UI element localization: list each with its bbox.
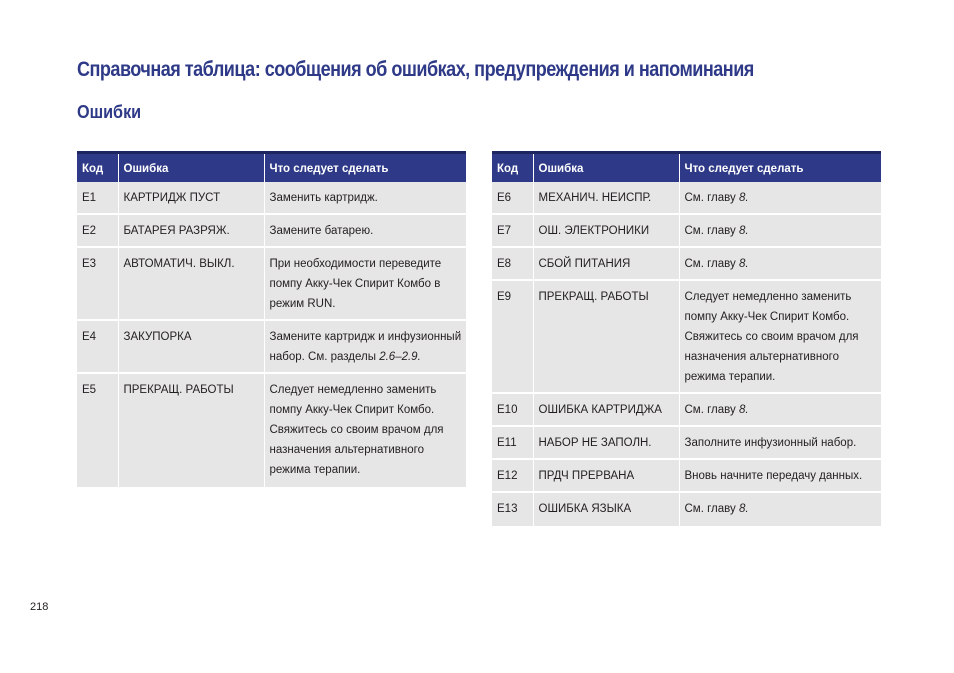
table-row <box>77 373 466 487</box>
error-code: E2 <box>77 214 118 247</box>
error-code: E7 <box>492 214 533 247</box>
header-action: Что следует сделать <box>679 153 881 183</box>
table-row <box>492 393 881 426</box>
table-row <box>492 247 881 280</box>
action-reference: 8. <box>738 503 749 515</box>
section-title: Ошибки <box>77 102 142 122</box>
error-message: ОШИБКА КАРТРИДЖА <box>533 393 679 426</box>
error-action <box>679 393 881 426</box>
action-text: Заполните инфузионный набор. <box>684 437 857 449</box>
error-message: ЗАКУПОРКА <box>118 320 264 373</box>
table-row <box>492 459 881 492</box>
error-action <box>679 214 881 247</box>
error-action <box>264 373 466 487</box>
table-row <box>492 492 881 526</box>
header-error: Ошибка <box>533 153 679 183</box>
error-message: ПРЕКРАЩ. РАБОТЫ <box>118 373 264 487</box>
error-action <box>679 492 881 526</box>
error-action <box>264 214 466 247</box>
table-row <box>492 280 881 393</box>
error-code: E3 <box>77 247 118 320</box>
header-code: Код <box>492 153 533 183</box>
table-header-row <box>492 153 881 183</box>
error-message: АВТОМАТИЧ. ВЫКЛ. <box>118 247 264 320</box>
action-text: См. главу <box>684 404 739 416</box>
table-row <box>492 214 881 247</box>
error-action <box>679 459 881 492</box>
error-message: МЕХАНИЧ. НЕИСПР. <box>533 182 679 214</box>
error-code: E1 <box>77 182 118 214</box>
error-code: E6 <box>492 182 533 214</box>
table-row <box>77 247 466 320</box>
errors-table-left <box>77 151 466 487</box>
errors-table-right <box>492 151 881 526</box>
action-reference: 8. <box>738 258 749 270</box>
error-message: ОШИБКА ЯЗЫКА <box>533 492 679 526</box>
error-message: НАБОР НЕ ЗАПОЛН. <box>533 426 679 459</box>
error-code: E13 <box>492 492 533 526</box>
error-code: E4 <box>77 320 118 373</box>
error-message: СБОЙ ПИТАНИЯ <box>533 247 679 280</box>
action-text: Следует немедленно заменить помпу Акку-Чек Спирит Комбо. Свяжитесь со своим врачом для назначения альтернативного режима терапии. <box>269 384 444 476</box>
action-text: Заменить картридж. <box>269 192 378 204</box>
error-message: ПРЕКРАЩ. РАБОТЫ <box>533 280 679 393</box>
action-reference: 2.6–2.9. <box>379 351 421 363</box>
table-row <box>77 214 466 247</box>
action-text: Замените батарею. <box>269 225 374 237</box>
error-action <box>264 247 466 320</box>
header-code: Код <box>77 153 118 183</box>
action-text: При необходимости переведите помпу Акку-Чек Спирит Комбо в режим RUN. <box>269 258 442 310</box>
action-text: См. главу <box>684 503 739 515</box>
action-reference: 8. <box>738 192 749 204</box>
error-action <box>679 247 881 280</box>
table-row <box>77 182 466 214</box>
error-message: БАТАРЕЯ РАЗРЯЖ. <box>118 214 264 247</box>
action-text: Следует немедленно заменить помпу Акку-Чек Спирит Комбо. Свяжитесь со своим врачом для назначения альтернативного режима терапии. <box>684 291 859 383</box>
action-reference: 8. <box>738 225 749 237</box>
action-text: См. главу <box>684 225 739 237</box>
action-text: См. главу <box>684 258 739 270</box>
action-text: Вновь начните передачу данных. <box>684 470 863 482</box>
error-code: E10 <box>492 393 533 426</box>
error-action <box>264 320 466 373</box>
table-header-row <box>77 153 466 183</box>
action-text: Замените картридж и инфузионный набор. См. разделы <box>269 331 462 363</box>
action-reference: 8. <box>738 404 749 416</box>
error-message: ПРДЧ ПРЕРВАНА <box>533 459 679 492</box>
error-action <box>679 182 881 214</box>
error-code: E5 <box>77 373 118 487</box>
action-text: См. главу <box>684 192 739 204</box>
page-title: Справочная таблица: сообщения об ошибках, предупреждения и напоминания <box>77 58 754 81</box>
header-action: Что следует сделать <box>264 153 466 183</box>
error-action <box>264 182 466 214</box>
error-code: E8 <box>492 247 533 280</box>
error-message: КАРТРИДЖ ПУСТ <box>118 182 264 214</box>
table-row <box>492 426 881 459</box>
header-error: Ошибка <box>118 153 264 183</box>
page-number: 218 <box>30 601 49 613</box>
table-row <box>77 320 466 373</box>
error-message: ОШ. ЭЛЕКТРОНИКИ <box>533 214 679 247</box>
error-code: E12 <box>492 459 533 492</box>
table-row <box>492 182 881 214</box>
error-code: E11 <box>492 426 533 459</box>
error-action <box>679 280 881 393</box>
error-code: E9 <box>492 280 533 393</box>
error-action <box>679 426 881 459</box>
